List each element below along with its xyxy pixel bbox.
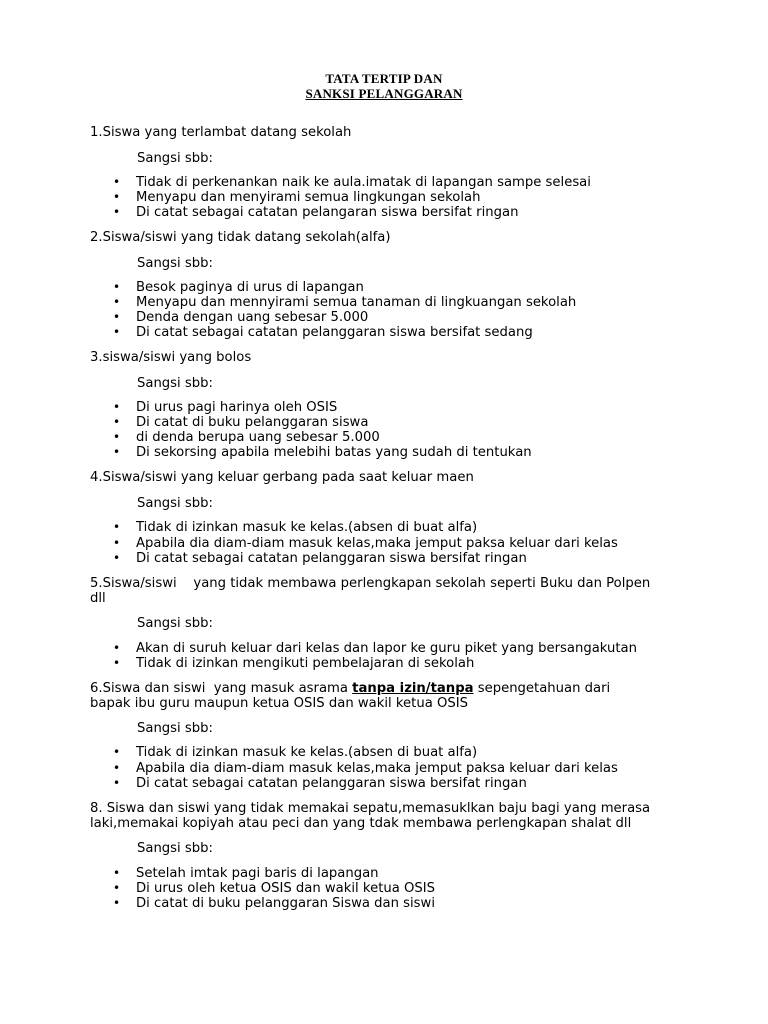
section-4-item-3: Di catat sebagai catatan pelanggaran siswa bersifat ringan	[136, 551, 527, 566]
section-1-item-3: Di catat sebagai catatan pelangaran siswa bersifat ringan	[136, 205, 519, 220]
section-5-sangsi-label: Sangsi sbb:	[137, 616, 213, 631]
document-title-line-1: TATA TERTIP DAN	[325, 71, 443, 86]
section-8-heading-line-2: laki,memakai kopiyah atau peci dan yang tdak membawa perlengkapan shalat dll	[90, 816, 632, 831]
bullet-icon: •	[113, 551, 121, 565]
section-5-heading-line-2: dll	[90, 591, 106, 606]
bullet-icon: •	[113, 881, 121, 895]
bullet-icon: •	[113, 641, 121, 655]
bullet-icon: •	[113, 896, 121, 910]
section-6-item-1: Tidak di izinkan masuk ke kelas.(absen di buat alfa)	[136, 745, 478, 760]
section-6-heading-line-1	[90, 681, 610, 696]
section-6-item-3: Di catat sebagai catatan pelanggaran siswa bersifat ringan	[136, 776, 527, 791]
section-6-sangsi-label: Sangsi sbb:	[137, 721, 213, 736]
section-5-heading-line-1: 5.Siswa/siswi yang tidak membawa perlengkapan sekolah seperti Buku dan Polpen	[90, 576, 651, 591]
bullet-icon: •	[113, 310, 121, 324]
bullet-icon: •	[113, 536, 121, 550]
section-2-item-1: Besok paginya di urus di lapangan	[136, 280, 364, 295]
section-8-heading-line-1: 8. Siswa dan siswi yang tidak memakai sepatu,memasuklkan baju bagi yang merasa	[90, 801, 651, 816]
bullet-icon: •	[113, 520, 121, 534]
section-2-sangsi-label: Sangsi sbb:	[137, 256, 213, 271]
section-8-item-1: Setelah imtak pagi baris di lapangan	[136, 866, 379, 881]
section-4-item-1: Tidak di izinkan masuk ke kelas.(absen di buat alfa)	[136, 520, 478, 535]
section-1-item-1: Tidak di perkenankan naik ke aula.imatak di lapangan sampe selesai	[136, 175, 591, 190]
bullet-icon: •	[113, 400, 121, 414]
section-8-item-2: Di urus oleh ketua OSIS dan wakil ketua OSIS	[136, 881, 436, 896]
section-3-item-1: Di urus pagi harinya oleh OSIS	[136, 400, 338, 415]
section-8-sangsi-label: Sangsi sbb:	[137, 841, 213, 856]
bullet-icon: •	[113, 190, 121, 204]
section-5-item-1: Akan di suruh keluar dari kelas dan lapor ke guru piket yang bersangakutan	[136, 641, 637, 656]
section-1-sangsi-label: Sangsi sbb:	[137, 151, 213, 166]
bullet-icon: •	[113, 866, 121, 880]
section-5-item-2: Tidak di izinkan mengikuti pembelajaran di sekolah	[136, 656, 475, 671]
section-6-heading-pre: 6.Siswa dan siswi yang masuk asrama	[90, 681, 353, 696]
bullet-icon: •	[113, 656, 121, 670]
section-3-item-4: Di sekorsing apabila melebihi batas yang sudah di tentukan	[136, 445, 532, 460]
section-1-heading: 1.Siswa yang terlambat datang sekolah	[90, 125, 352, 140]
section-2-item-2: Menyapu dan mennyirami semua tanaman di lingkuangan sekolah	[136, 295, 577, 310]
document-title-line-2: SANKSI PELANGGARAN	[305, 86, 463, 101]
bullet-icon: •	[113, 745, 121, 759]
bullet-icon: •	[113, 415, 121, 429]
bullet-icon: •	[113, 445, 121, 459]
bullet-icon: •	[113, 175, 121, 189]
bullet-icon: •	[113, 205, 121, 219]
bullet-icon: •	[113, 325, 121, 339]
section-6-heading-line-2: bapak ibu guru maupun ketua OSIS dan wakil ketua OSIS	[90, 696, 468, 711]
section-2-heading: 2.Siswa/siswi yang tidak datang sekolah(alfa)	[90, 230, 391, 245]
section-3-sangsi-label: Sangsi sbb:	[137, 376, 213, 391]
bullet-icon: •	[113, 761, 121, 775]
bullet-icon: •	[113, 295, 121, 309]
bullet-icon: •	[113, 430, 121, 444]
section-6-heading-emphasis: tanpa izin/tanpa	[352, 681, 474, 696]
section-3-heading: 3.siswa/siswi yang bolos	[90, 350, 252, 365]
section-4-sangsi-label: Sangsi sbb:	[137, 496, 213, 511]
section-6-item-2: Apabila dia diam-diam masuk kelas,maka jemput paksa keluar dari kelas	[136, 761, 618, 776]
section-3-item-2: Di catat di buku pelanggaran siswa	[136, 415, 369, 430]
section-3-item-3: di denda berupa uang sebesar 5.000	[136, 430, 380, 445]
section-2-item-4: Di catat sebagai catatan pelanggaran siswa bersifat sedang	[136, 325, 533, 340]
bullet-icon: •	[113, 776, 121, 790]
section-1-item-2: Menyapu dan menyirami semua lingkungan sekolah	[136, 190, 481, 205]
section-4-item-2: Apabila dia diam-diam masuk kelas,maka jemput paksa keluar dari kelas	[136, 536, 618, 551]
section-6-heading-post: sepengetahuan dari	[473, 681, 611, 696]
section-8-item-3: Di catat di buku pelanggaran Siswa dan siswi	[136, 896, 435, 911]
section-4-heading: 4.Siswa/siswi yang keluar gerbang pada saat keluar maen	[90, 470, 474, 485]
section-2-item-3: Denda dengan uang sebesar 5.000	[136, 310, 369, 325]
bullet-icon: •	[113, 280, 121, 294]
